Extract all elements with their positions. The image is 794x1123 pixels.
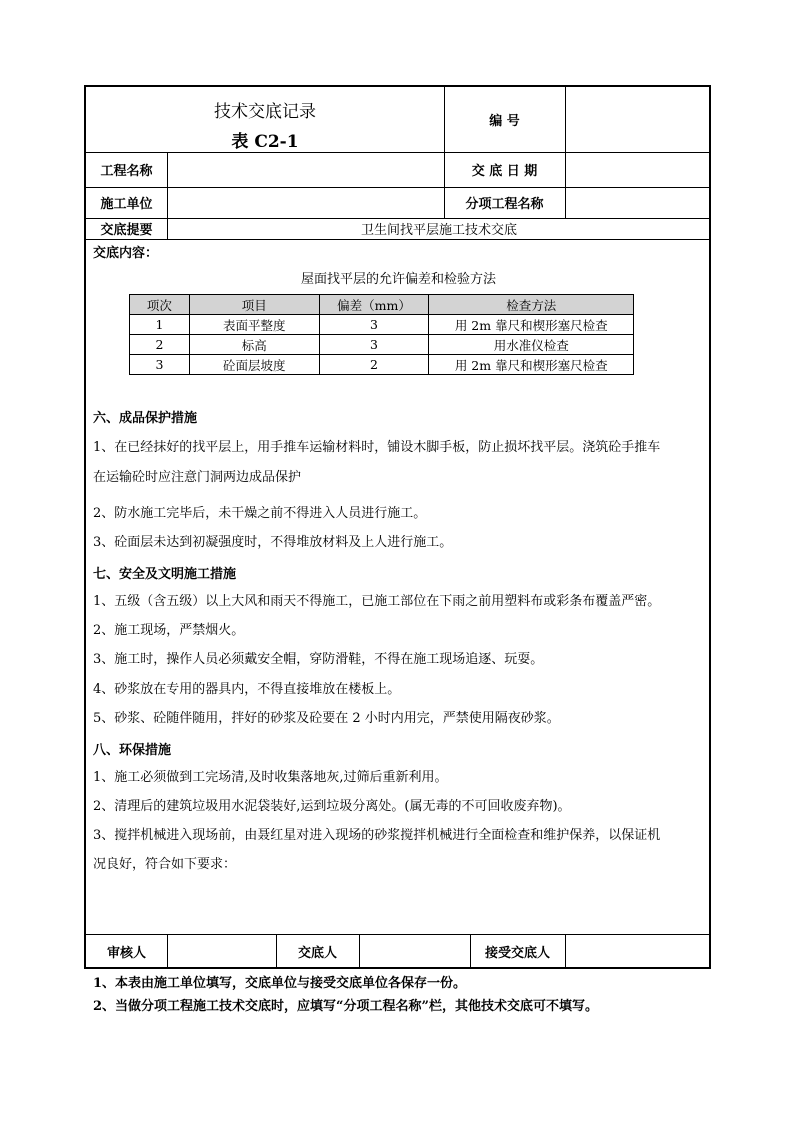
list-item: 3、砼面层未达到初凝强度时，不得堆放材料及上人进行施工。 (93, 535, 453, 550)
project-name-label: 工程名称 (100, 164, 153, 179)
list-item: 2、施工现场，严禁烟火。 (93, 623, 245, 638)
section-title: 八、环保措施 (93, 743, 172, 758)
sub-project-label: 分项工程名称 (465, 197, 544, 212)
date-value[interactable] (565, 152, 711, 187)
tolerance-table-caption: 屋面找平层的允许偏差和检验方法 (300, 272, 496, 287)
section-title: 六、成品保护措施 (93, 411, 198, 426)
content-label: 交底内容： (93, 246, 159, 261)
form-title: 技术交底记录 (214, 102, 316, 122)
presenter-signature[interactable] (359, 934, 470, 969)
reviewer-signature[interactable] (167, 934, 276, 969)
project-name-value[interactable] (167, 152, 444, 187)
table-header: 偏差（mm） (319, 295, 429, 315)
receiver-label: 接受交底人 (484, 946, 550, 961)
row-divider (86, 239, 709, 240)
list-item: 5、砂浆、砼随伴随用，拌好的砂浆及砼要在 2 小时内用完，严禁使用隔夜砂浆。 (93, 711, 560, 726)
list-item: 2、防水施工完毕后，未干燥之前不得进入人员进行施工。 (93, 506, 427, 521)
contractor-label: 施工单位 (100, 197, 153, 212)
table-row: 2 标高 3 用水准仪检查 (130, 335, 634, 355)
reviewer-label: 审核人 (106, 946, 146, 961)
receiver-signature[interactable] (565, 934, 711, 969)
date-label: 交 底 日 期 (471, 164, 538, 179)
tolerance-table (129, 294, 634, 375)
section-title: 七、安全及文明施工措施 (93, 567, 237, 582)
table-row: 1 表面平整度 3 用 2m 靠尺和楔形塞尺检查 (130, 315, 634, 335)
technical-disclosure-form (84, 85, 711, 969)
table-header: 项次 (130, 295, 190, 315)
summary-label: 交底提要 (100, 223, 153, 238)
list-item: 1、在已经抹好的找平层上，用手推车运输材料时，铺设木脚手板，防止损坏找平层。浇筑砼手推车 (93, 440, 661, 455)
list-item: 况良好，符合如下要求： (93, 857, 237, 872)
list-item: 3、搅拌机械进入现场前，由聂红星对进入现场的砂浆搅拌机械进行全面检查和维护保养，以保证机 (93, 828, 661, 843)
list-item: 1、施工必须做到工完场清,及时收集落地灰,过筛后重新利用。 (93, 770, 448, 785)
footnote: 1、本表由施工单位填写，交底单位与接受交底单位各保存一份。 (93, 976, 467, 991)
list-item: 2、清理后的建筑垃圾用水泥袋装好,运到垃圾分离处。(属无毒的不可回收废弃物)。 (93, 799, 571, 814)
list-item: 4、砂浆放在专用的器具内，不得直接堆放在楼板上。 (93, 682, 401, 697)
number-value[interactable] (565, 87, 711, 152)
list-item: 1、五级（含五级）以上大风和雨天不得施工，已施工部位在下雨之前用塑料布或彩条布覆盖严密。 (93, 594, 661, 609)
list-item: 3、施工时，操作人员必须戴安全帽，穿防滑鞋，不得在施工现场追逐、玩耍。 (93, 652, 544, 667)
sub-project-value[interactable] (565, 187, 711, 218)
summary-value[interactable]: 卫生间找平层施工技术交底 (360, 223, 517, 238)
table-header: 项目 (189, 295, 319, 315)
presenter-label: 交底人 (297, 946, 337, 961)
list-item: 在运输砼时应注意门洞两边成品保护 (93, 470, 302, 485)
number-label: 编 号 (489, 114, 520, 129)
footnote: 2、当做分项工程施工技术交底时，应填写“分项工程名称”栏，其他技术交底可不填写。 (93, 999, 599, 1014)
contractor-value[interactable] (167, 187, 444, 218)
form-code: 表 C2-1 (231, 132, 299, 152)
table-header: 检查方法 (429, 295, 634, 315)
table-row: 3 砼面层坡度 2 用 2m 靠尺和楔形塞尺检查 (130, 355, 634, 375)
